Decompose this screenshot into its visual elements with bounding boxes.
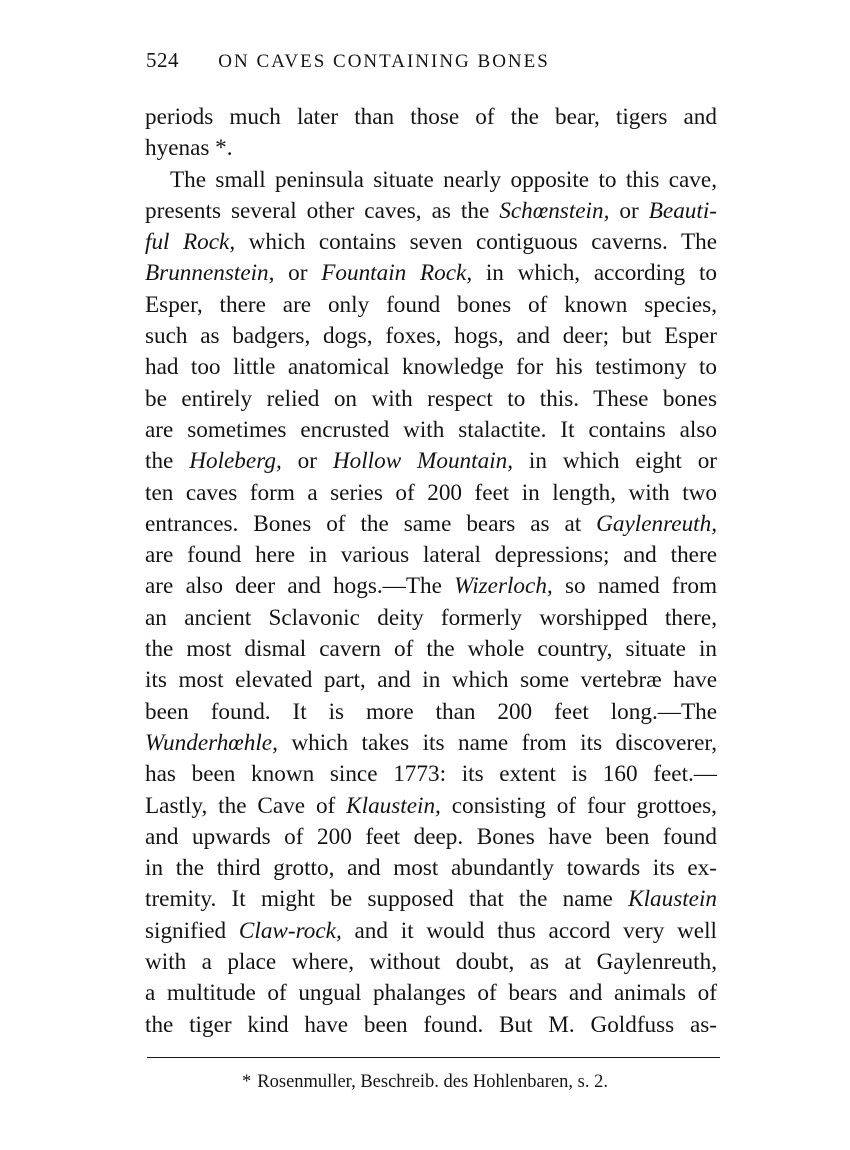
text-line: presents several other caves, as the Schœnstein, or Beauti- <box>145 197 717 224</box>
text-line: periods much later than those of the bear, tigers and <box>145 104 717 130</box>
italic-term: Hollow Mountain, <box>332 448 514 475</box>
text-line: hyenas *. <box>145 135 233 162</box>
text-line: been found. It is more than 200 feet long.—The <box>145 698 717 725</box>
text-line: ten caves form a series of 200 feet in length, with two <box>145 479 717 506</box>
italic-term: Wunderhœhle, <box>145 729 278 756</box>
text-line: its most elevated part, and in which some vertebræ have <box>145 667 717 694</box>
italic-term: Fountain Rock, <box>321 260 473 287</box>
italic-term: Brunnenstein, <box>145 260 275 287</box>
footnote-text: Rosenmuller, Beschreib. des Hohlenbaren, s. 2. <box>257 1072 608 1092</box>
italic-term: Wizerloch, <box>454 573 553 600</box>
text-line: in the third grotto, and most abundantly towards its ex- <box>145 855 717 882</box>
text-line: the tiger kind have been found. But M. Goldfuss as- <box>145 1011 717 1038</box>
text-line: are sometimes encrusted with stalactite. It contains also <box>145 416 717 443</box>
running-head <box>146 48 746 76</box>
text-line: Wunderhœhle, which takes its name from its discoverer, <box>145 729 717 756</box>
page-number: 524 <box>146 48 179 72</box>
text-line: the most dismal cavern of the whole country, situate in <box>145 636 717 663</box>
italic-term: Holeberg, <box>189 448 282 475</box>
text-line: the Holeberg, or Hollow Mountain, in which eight or <box>145 448 718 475</box>
text-line: and upwards of 200 feet deep. Bones have been found <box>145 823 717 850</box>
text-line: The small peninsula situate nearly opposite to this cave, <box>170 166 717 193</box>
text-line: Esper, there are only found bones of known species, <box>145 291 717 318</box>
text-line: an ancient Sclavonic deity formerly worshipped there, <box>145 604 717 631</box>
italic-term: Klaustein <box>628 886 717 913</box>
italic-term: Claw-rock, <box>238 917 342 944</box>
text-line: ful Rock, which contains seven contiguous caverns. The <box>145 229 717 256</box>
text-line: entrances. Bones of the same bears as at Gaylenreuth, <box>145 510 717 537</box>
italic-term: Schœnstein, <box>499 197 610 224</box>
text-line: tremity. It might be supposed that the name Klaustein <box>145 886 717 913</box>
text-line: has been known since 1773: its extent is 160 feet.— <box>145 761 717 788</box>
footnote-marker: * <box>242 1072 252 1092</box>
text-line: be entirely relied on with respect to this. These bones <box>145 385 717 412</box>
text-line: such as badgers, dogs, foxes, hogs, and deer; but Esper <box>145 323 717 350</box>
italic-term: ful Rock, <box>145 229 236 256</box>
text-line: signified Claw-rock, and it would thus accord very well <box>145 917 717 944</box>
text-line: with a place where, without doubt, as at Gaylenreuth, <box>145 949 717 976</box>
footnote-rule <box>147 1057 720 1058</box>
footnote <box>0 1072 850 1093</box>
body-text <box>145 102 717 1041</box>
text-line: are found here in various lateral depressions; and there <box>145 542 717 569</box>
italic-term: Gaylenreuth, <box>596 510 717 537</box>
text-line: Brunnenstein, or Fountain Rock, in which, according to <box>145 260 717 287</box>
text-line: had too little anatomical knowledge for his testimony to <box>145 354 717 381</box>
text-line: a multitude of ungual phalanges of bears and animals of <box>145 980 717 1007</box>
italic-term: Klaustein, <box>346 792 441 819</box>
running-head-title: ON CAVES CONTAINING BONES <box>218 51 550 72</box>
text-line: Lastly, the Cave of Klaustein, consisting of four grottoes, <box>145 792 717 819</box>
text-line: are also deer and hogs.—The Wizerloch, so named from <box>145 573 717 600</box>
italic-term: Beauti- <box>648 197 717 224</box>
